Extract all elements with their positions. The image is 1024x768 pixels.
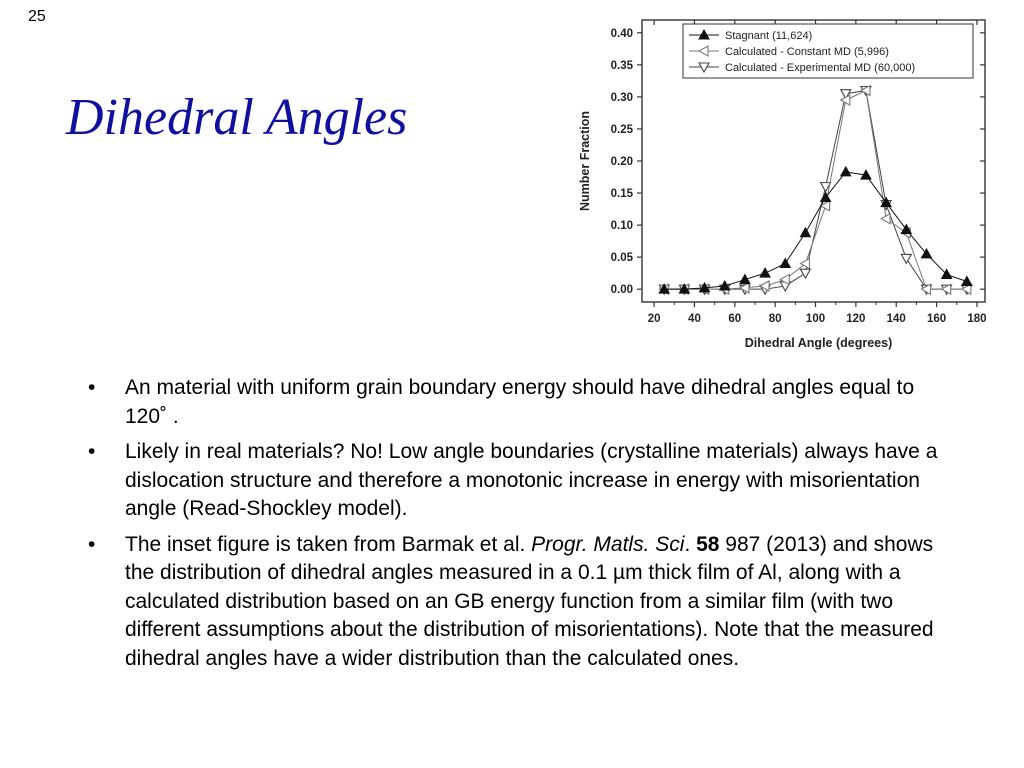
bullet-text: Likely in real materials? No! Low angle boundaries (crystalline materials) always have a dislocation structure and therefore a monotonic increase in energy with misorientation angle (Read-Shockley model). — [125, 440, 938, 520]
data-point — [800, 228, 810, 237]
y-tick-label: 0.00 — [610, 284, 633, 297]
data-point — [901, 254, 911, 263]
data-point — [780, 259, 790, 268]
x-tick-label: 60 — [728, 313, 742, 325]
bullet-text: . — [684, 532, 697, 556]
series-line — [664, 91, 967, 290]
bullet-text: The inset figure is taken from Barmak et al. — [125, 532, 532, 556]
bullet-item — [88, 438, 948, 524]
bullet-marker: • — [88, 532, 96, 556]
bullet-text: 58 — [696, 532, 720, 556]
y-tick-label: 0.30 — [610, 91, 633, 104]
bullet-text: 987 (2013) and shows the distribution of dihedral angles measured in a 0.1 µm thick film of Al, along with a calculated distribution based on an GB energy function from a similar film (with two different assumptions about the distribution of misorientations). Note that the measured dihedral angles have a wider distribution than the calculated ones. — [125, 532, 934, 670]
bullet-item — [88, 531, 948, 674]
y-tick-label: 0.20 — [610, 156, 633, 168]
x-tick-label: 40 — [688, 313, 701, 325]
x-tick-label: 20 — [647, 313, 661, 325]
y-tick-label: 0.35 — [610, 59, 633, 72]
y-tick-label: 0.40 — [610, 27, 633, 40]
x-tick-label: 120 — [846, 313, 866, 325]
bullet-text: Progr. Matls. Sci — [531, 532, 685, 556]
x-tick-label: 100 — [805, 313, 826, 325]
data-point — [740, 275, 750, 284]
x-axis-label: Dihedral Angle (degrees) — [744, 336, 893, 350]
data-point — [962, 276, 972, 285]
legend-label: Calculated - Experimental MD (60,000) — [725, 62, 916, 74]
slide-number: 25 — [28, 8, 46, 25]
x-tick-label: 160 — [926, 313, 947, 325]
data-point — [760, 268, 770, 277]
y-tick-label: 0.25 — [610, 123, 633, 136]
y-tick-label: 0.15 — [610, 188, 633, 201]
bullet-list — [88, 374, 948, 680]
series-line — [664, 91, 967, 290]
legend-label: Stagnant (11,624) — [725, 30, 813, 42]
bullet-item — [88, 374, 948, 431]
bullet-marker: • — [88, 440, 96, 463]
bullet-marker: • — [88, 376, 96, 399]
y-tick-label: 0.05 — [610, 252, 633, 265]
data-point — [800, 269, 810, 278]
y-tick-label: 0.10 — [610, 220, 633, 233]
x-tick-label: 140 — [886, 313, 906, 325]
slide-title: Dihedral Angles — [66, 89, 408, 146]
y-axis-label: Number Fraction — [578, 110, 592, 212]
data-point — [841, 167, 851, 176]
x-tick-label: 80 — [768, 313, 782, 325]
x-tick-label: 180 — [967, 313, 987, 325]
legend-label: Calculated - Constant MD (5,996) — [725, 46, 889, 58]
bullet-text: An material with uniform grain boundary energy should have dihedral angles equal to 120˚ . — [125, 376, 915, 428]
dihedral-angle-chart — [575, 10, 995, 355]
